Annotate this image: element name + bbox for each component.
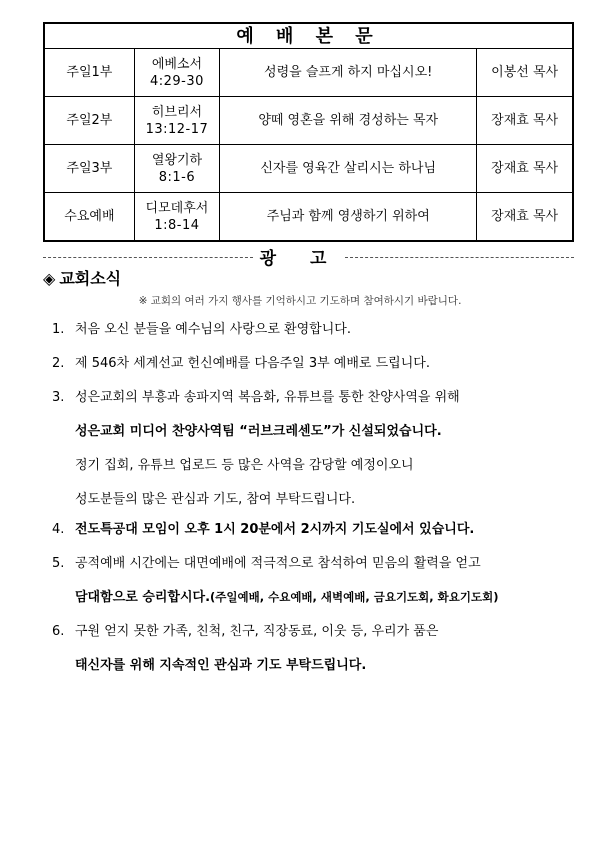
notice-text-continued: 태신자를 위해 지속적인 관심과 기도 부탁드립니다. [75,658,367,673]
divider-right [345,257,574,258]
notice-number: 3. [52,390,65,405]
sermon-table-title: 예 배 본 문 [44,23,573,49]
notice-text-continued: 정기 집회, 유튜브 업로드 등 많은 사역을 감당할 예정이오니 [75,458,414,473]
scripture-ref [134,49,219,97]
notice-text: 처음 오신 분들을 예수님의 사랑으로 환영합니다. [75,322,351,337]
announcements-heading-label: 광 고 [259,249,341,269]
divider-left [43,257,253,258]
sermon-table-header [44,23,573,49]
notice-number: 5. [52,556,65,571]
table-row [44,49,573,97]
notice-number: 4. [52,522,65,537]
section-title-text: 교회소식 [59,269,122,288]
sermon-title: 성령을 슬프게 하지 마십시오! [220,49,477,97]
pastor-name: 이봉선 목사 [477,49,573,97]
table-row [44,193,573,242]
sermon-table [43,22,574,242]
notice-number: 2. [52,356,65,371]
sermon-title: 신자를 영육간 살리시는 하나님 [220,145,477,193]
pastor-name: 장재효 목사 [477,145,573,193]
section-title [43,266,121,289]
announcements-heading [0,244,600,268]
notice-text: 성은교회의 부흥과 송파지역 복음화, 유튜브를 통한 찬양사역을 위해 [75,390,460,405]
service-name: 주일1부 [44,49,134,97]
diamond-bullet-icon: ◈ [43,269,56,288]
pastor-name: 장재효 목사 [477,97,573,145]
sermon-title: 주님과 함께 영생하기 위하여 [220,193,477,242]
notice-text: 구원 얻지 못한 가족, 친척, 친구, 직장동료, 이웃 등, 우리가 품은 [75,624,439,639]
scripture-book: 열왕기하 [151,152,203,168]
scripture-verse: 4:29-30 [149,73,204,89]
notice-item [52,552,572,571]
notice-item [52,518,572,537]
scripture-book: 히브리서 [151,104,203,120]
service-name: 수요예배 [44,193,134,242]
notice-text-continued: 성도분들의 많은 관심과 기도, 참여 부탁드립니다. [75,492,356,507]
notice-item [52,386,572,405]
scripture-verse: 1:8-14 [154,217,200,233]
notice-item [52,318,572,337]
service-name: 주일3부 [44,145,134,193]
notice-number: 6. [52,624,65,639]
section-note: ※ 교회의 여러 가지 행사를 기억하시고 기도하며 참여하시기 바랍니다. [138,295,462,307]
scripture-ref [134,193,219,242]
notice-text: 공적예배 시간에는 대면예배에 적극적으로 참석하여 믿음의 활력을 얻고 [75,556,481,571]
scripture-book: 디모데후서 [145,200,209,216]
notice-text: 제 546차 세계선교 헌신예배를 다음주일 3부 예배로 드립니다. [75,356,430,371]
service-list: (주일예배, 수요예배, 새벽예배, 금요기도회, 화요기도회) [210,590,499,604]
notice-number: 1. [52,322,65,337]
notice-text-continued [75,586,498,605]
scripture-ref [134,97,219,145]
scripture-ref [134,145,219,193]
scripture-verse: 13:12-17 [145,121,209,137]
notice-item [52,620,572,639]
service-name: 주일2부 [44,97,134,145]
table-row [44,145,573,193]
pastor-name: 장재효 목사 [477,193,573,242]
notice-text-part: 담대함으로 승리합시다. [75,590,211,605]
sermon-title: 양떼 영혼을 위해 경성하는 목자 [220,97,477,145]
notice-item [52,352,572,371]
scripture-verse: 8:1-6 [158,169,196,185]
notice-text-continued: 성은교회 미디어 찬양사역팀 “러브크레센도”가 신설되었습니다. [75,424,442,439]
table-row [44,97,573,145]
notice-text: 전도특공대 모임이 오후 1시 20분에서 2시까지 기도실에서 있습니다. [75,522,475,537]
scripture-book: 에베소서 [151,56,203,72]
